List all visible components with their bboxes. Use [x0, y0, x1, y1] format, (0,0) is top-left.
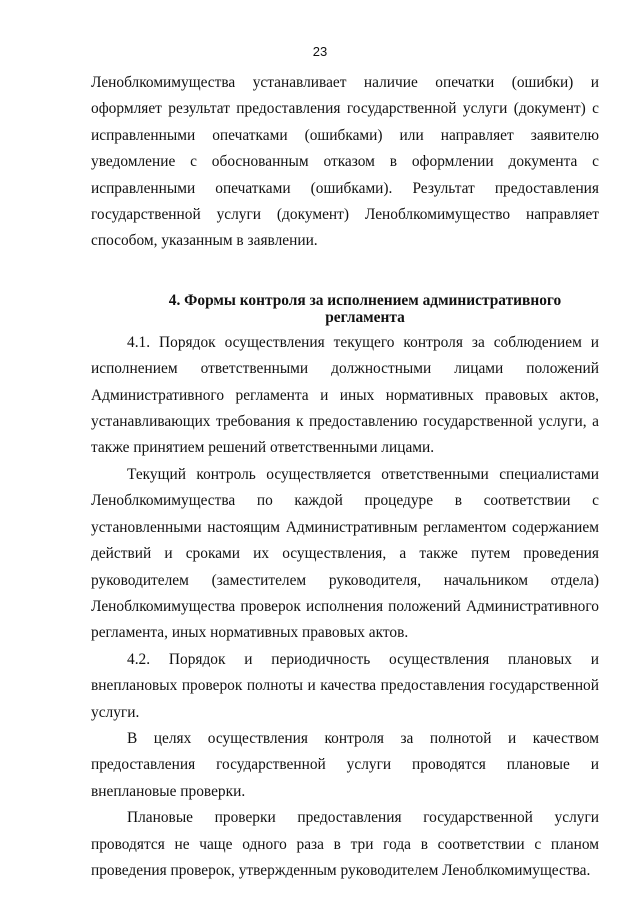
section-paragraph-3: 4.2. Порядок и периодичность осуществления плановых и внеплановых проверок полноты и качества предоставления государственной услуги.: [91, 650, 599, 721]
section-paragraph-5: Плановые проверки предоставления государственной услуги проводятся не чаще одного раза в три года в соответствии с планом проведения проверок, утвержденным руководителем Леноблкомимущества.: [91, 809, 599, 879]
intro-paragraph: Леноблкомимущества устанавливает наличие опечатки (ошибки) и оформляет результат предоставления государственной услуги (документ) с исправленными опечатками (ошибками) или направляет заявителю уведомление с обоснованным отказом в оформлении документа с исправленными опечатками (ошибками). Результат предоставления государственной услуги (документ) Леноблкомимущество направляет способом, указанным в заявлении.: [91, 74, 599, 250]
section-paragraph-1: 4.1. Порядок осуществления текущего контроля за соблюдением и исполнением ответственными должностными лицами положений Административного регламента и иных нормативных правовых актов, устанавливающих требования к предоставлению государственной услуги, а также принятием решений ответственными лицами.: [91, 333, 599, 457]
section-heading: 4. Формы контроля за исполнением административного регламента: [168, 291, 562, 326]
section-paragraph-4: В целях осуществления контроля за полнотой и качеством предоставления государственной услуги проводятся плановые и внеплановые проверки.: [91, 729, 599, 800]
page-number: 23: [312, 44, 328, 59]
section-paragraph-2: Текущий контроль осуществляется ответственными специалистами Леноблкомимущества по каждой процедуре в соответствии с установленными настоящим Административным регламентом содержанием действий и сроками их осуществления, а также путем проведения руководителем (заместителем руководителя, начальником отдела) Леноблкомимущества проверок исполнения положений Административного регламента, иных нормативных правовых актов.: [91, 465, 599, 642]
document-body: [91, 70, 599, 884]
